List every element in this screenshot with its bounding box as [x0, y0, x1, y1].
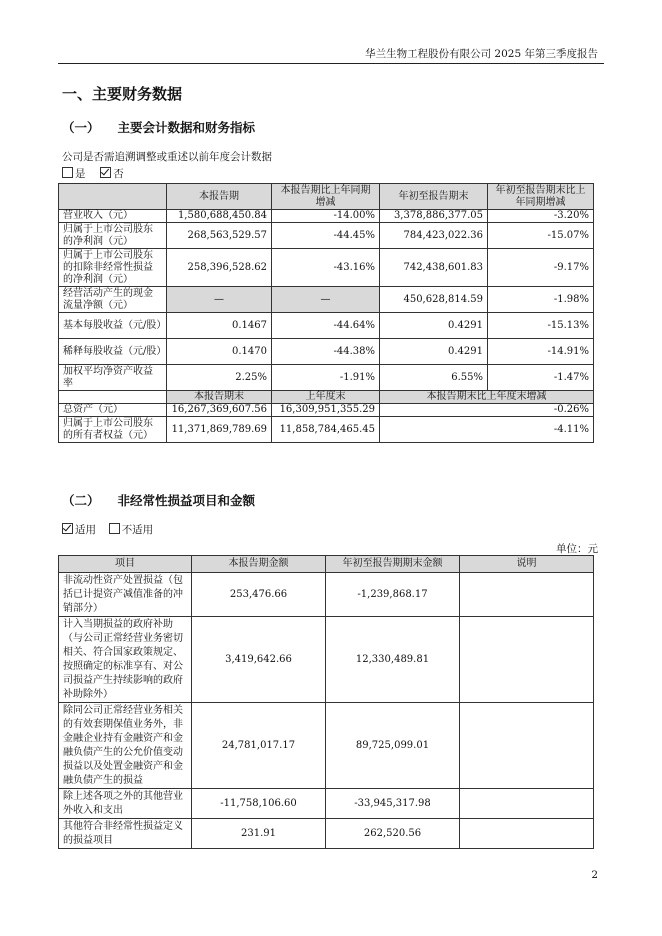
value-cell: -14.91%	[488, 339, 594, 365]
table-row	[59, 573, 594, 617]
value-cell: 89,725,099.01	[326, 703, 460, 789]
option-yes-label: 是	[75, 168, 86, 180]
table-row	[59, 365, 594, 391]
value-cell: 253,476.66	[192, 573, 326, 617]
section-title: 一、主要财务数据	[62, 85, 183, 103]
row-label: 基本每股收益（元/股）	[59, 313, 167, 339]
value-cell: 262,520.56	[326, 819, 460, 849]
note-cell	[460, 789, 594, 819]
header-cell: 年初至报告期末	[380, 184, 488, 210]
value-cell: 258,396,528.62	[167, 249, 272, 287]
checkbox-yes[interactable]	[62, 167, 73, 178]
value-cell: 268,563,529.57	[167, 223, 272, 249]
value-cell: 3,378,886,377.05	[380, 210, 488, 223]
value-cell: 1,580,688,450.84	[167, 210, 272, 223]
subsection-number: （二）	[62, 493, 100, 508]
row-label: 加权平均净资产收益率	[59, 365, 167, 391]
row-label: 归属于上市公司股东的净利润（元）	[59, 223, 167, 249]
note-cell	[460, 819, 594, 849]
table-row	[59, 210, 594, 223]
value-cell: -3.20%	[488, 210, 594, 223]
table-header-row	[59, 184, 594, 210]
value-cell: 16,267,369,607.56	[167, 404, 272, 417]
subsection-text: 非经常性损益项目和金额	[117, 493, 256, 508]
subsection-title-1	[62, 118, 255, 136]
value-cell: 0.4291	[380, 313, 488, 339]
checkbox-no[interactable]	[100, 167, 111, 178]
value-cell: 0.4291	[380, 339, 488, 365]
header-cell: 项目	[59, 556, 192, 573]
value-cell: 450,628,814.59	[380, 287, 488, 313]
row-label: 稀释每股收益（元/股）	[59, 339, 167, 365]
value-cell: -11,758,106.60	[192, 789, 326, 819]
value-cell: 24,781,017.17	[192, 703, 326, 789]
row-label: 经营活动产生的现金流量净额（元）	[59, 287, 167, 313]
value-cell: 231.91	[192, 819, 326, 849]
table-row	[59, 339, 594, 365]
unit-label: 单位：元	[556, 543, 598, 555]
table-row	[59, 789, 594, 819]
table-row	[59, 287, 594, 313]
subsection-number: （一）	[62, 120, 100, 135]
subsection-title-2	[62, 491, 255, 509]
table-subheader-row	[59, 391, 594, 404]
row-label: 非流动性资产处置损益（包括已计提资产减值准备的冲销部分）	[59, 573, 192, 617]
header-cell: 本报告期末	[167, 391, 272, 404]
value-cell: 742,438,601.83	[380, 249, 488, 287]
financial-data-table	[58, 183, 594, 443]
value-cell: -15.07%	[488, 223, 594, 249]
table-header-row	[59, 556, 594, 573]
header-cell: 本报告期金额	[192, 556, 326, 573]
row-label: 除上述各项之外的其他营业外收入和支出	[59, 789, 192, 819]
header-cell: 本报告期末比上年度末增减	[380, 391, 594, 404]
checkbox-not-apply[interactable]	[109, 523, 120, 534]
table-row	[59, 703, 594, 789]
row-label: 总资产（元）	[59, 404, 167, 417]
header-cell: 年初至报告期末比上年同期增减	[488, 184, 594, 210]
row-label: 计入当期损益的政府补助（与公司正常经营业务密切相关、符合国家政策规定、按照确定的标准享有、对公司损益产生持续影响的政府补助除外）	[59, 617, 192, 703]
table-row	[59, 819, 594, 849]
value-cell: -9.17%	[488, 249, 594, 287]
row-label: 其他符合非经常性损益定义的损益项目	[59, 819, 192, 849]
value-cell: -33,945,317.98	[326, 789, 460, 819]
header-cell: 说明	[460, 556, 594, 573]
option-no-label: 否	[113, 168, 124, 180]
value-cell: 11,371,869,789.69	[167, 417, 272, 443]
restate-options	[62, 166, 124, 181]
blank-cell	[59, 391, 167, 404]
subsection-text: 主要会计数据和财务指标	[117, 120, 256, 135]
value-cell: 6.55%	[380, 365, 488, 391]
row-label: 营业收入（元）	[59, 210, 167, 223]
value-cell: -1,239,868.17	[326, 573, 460, 617]
value-cell: 0.1467	[167, 313, 272, 339]
value-cell: 3,419,642.66	[192, 617, 326, 703]
value-cell: 0.1470	[167, 339, 272, 365]
value-cell: -15.13%	[488, 313, 594, 339]
value-cell: —	[272, 287, 380, 313]
option-apply-label: 适用	[75, 524, 96, 536]
value-cell: -4.11%	[380, 417, 594, 443]
page-number: 2	[591, 869, 598, 881]
table-row	[59, 249, 594, 287]
value-cell: 12,330,489.81	[326, 617, 460, 703]
value-cell: -44.45%	[272, 223, 380, 249]
header-cell: 上年度末	[272, 391, 380, 404]
value-cell: —	[167, 287, 272, 313]
table-row	[59, 417, 594, 443]
note-cell	[460, 703, 594, 789]
table-row	[59, 223, 594, 249]
value-cell: 16,309,951,355.29	[272, 404, 380, 417]
table-row	[59, 404, 594, 417]
value-cell: -44.38%	[272, 339, 380, 365]
checkbox-apply[interactable]	[62, 523, 73, 534]
value-cell: -1.47%	[488, 365, 594, 391]
value-cell: -43.16%	[272, 249, 380, 287]
value-cell: 2.25%	[167, 365, 272, 391]
value-cell: -1.98%	[488, 287, 594, 313]
non-recurring-items-table	[58, 555, 594, 849]
note-cell	[460, 573, 594, 617]
header-cell: 本报告期	[167, 184, 272, 210]
page-header: 华兰生物工程股份有限公司 2025 年第三季度报告	[365, 48, 598, 60]
option-not-apply-label: 不适用	[121, 524, 154, 536]
header-cell: 本报告期比上年同期增减	[272, 184, 380, 210]
row-label: 归属于上市公司股东的所有者权益（元）	[59, 417, 167, 443]
value-cell: 784,423,022.36	[380, 223, 488, 249]
row-label: 除同公司正常经营业务相关的有效套期保值业务外，非金融企业持有金融资产和金融负债产生的公允价值变动损益以及处置金融资产和金融负债产生的损益	[59, 703, 192, 789]
applicability-options	[62, 522, 153, 537]
header-cell	[59, 184, 167, 210]
value-cell: -44.64%	[272, 313, 380, 339]
value-cell: -14.00%	[272, 210, 380, 223]
table-row	[59, 313, 594, 339]
value-cell: -1.91%	[272, 365, 380, 391]
note-cell	[460, 617, 594, 703]
value-cell: 11,858,784,465.45	[272, 417, 380, 443]
row-label: 归属于上市公司股东的扣除非经常性损益的净利润（元）	[59, 249, 167, 287]
header-cell: 年初至报告期期末金额	[326, 556, 460, 573]
restate-question: 公司是否需追溯调整或重述以前年度会计数据	[62, 151, 272, 163]
table-row	[59, 617, 594, 703]
value-cell: -0.26%	[380, 404, 594, 417]
header-divider	[58, 63, 604, 64]
